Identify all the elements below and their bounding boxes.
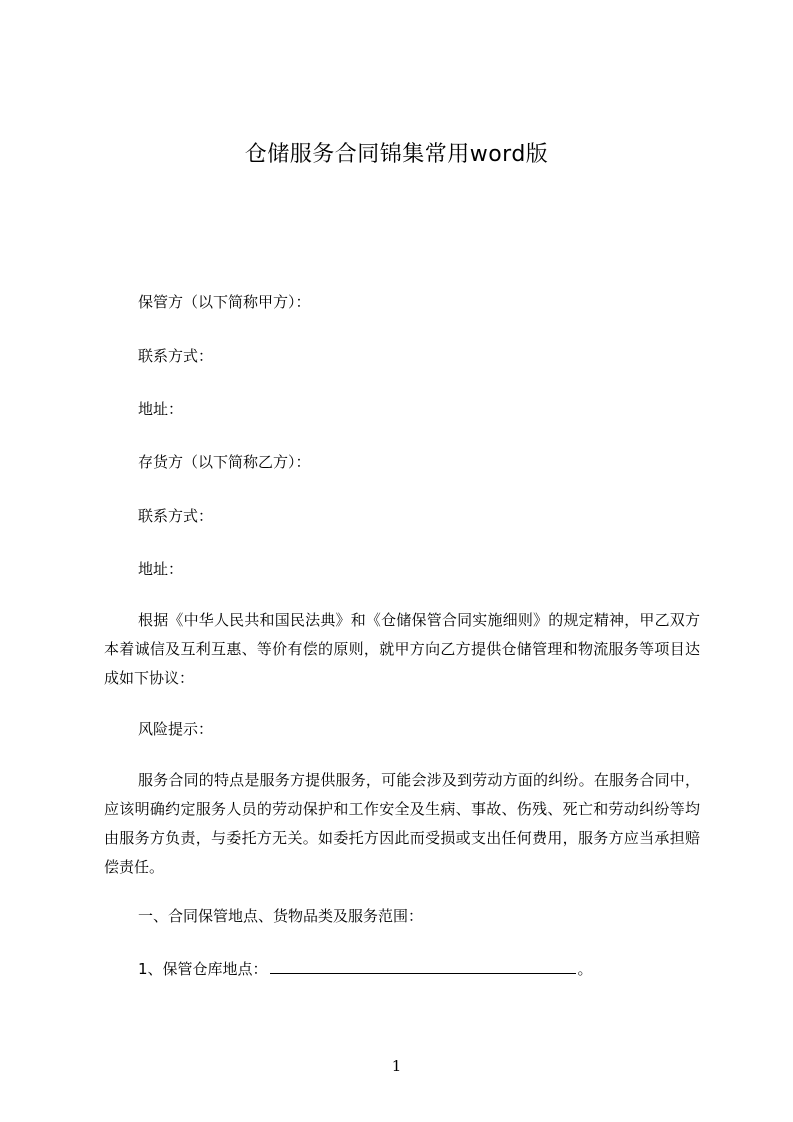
item-1-end: 。: [577, 960, 593, 978]
party-b-contact-label: 联系方式：: [138, 507, 214, 525]
risk-paragraph: 服务合同的特点是服务方提供服务，可能会涉及到劳动方面的纠纷。在服务合同中，应该明确约定服务人员的劳动保护和工作安全及生病、事故、伤残、死亡和劳动纠纷等均由服务方负责，与委托方无关。如委托方因此而受损或支出任何费用，服务方应当承担赔偿责任。: [104, 771, 700, 876]
preamble-paragraph: 根据《中华人民共和国民法典》和《仓储保管合同实施细则》的规定精神，甲乙双方本着诚信及互利互惠、等价有偿的原则，就甲方向乙方提供仓储管理和物流服务等项目达成如下协议：: [104, 611, 700, 687]
depositor-label: 存货方（以下简称乙方）：: [138, 453, 311, 471]
party-a-contact-label: 联系方式：: [138, 347, 214, 365]
page-number: 1: [391, 1057, 402, 1075]
item-1-label: 1、保管仓库地点：: [138, 960, 268, 978]
item-1-line: [138, 959, 593, 979]
risk-heading: 风险提示：: [138, 720, 214, 738]
party-b-address-label: 地址：: [138, 560, 184, 578]
custodian-label: 保管方（以下简称甲方）：: [138, 293, 311, 311]
party-a-address-label: 地址：: [138, 400, 184, 418]
section-1-heading: 一、合同保管地点、货物品类及服务范围：: [138, 907, 424, 925]
warehouse-location-blank[interactable]: [270, 959, 576, 974]
document-title: 仓储服务合同锦集常用word版: [244, 142, 549, 167]
